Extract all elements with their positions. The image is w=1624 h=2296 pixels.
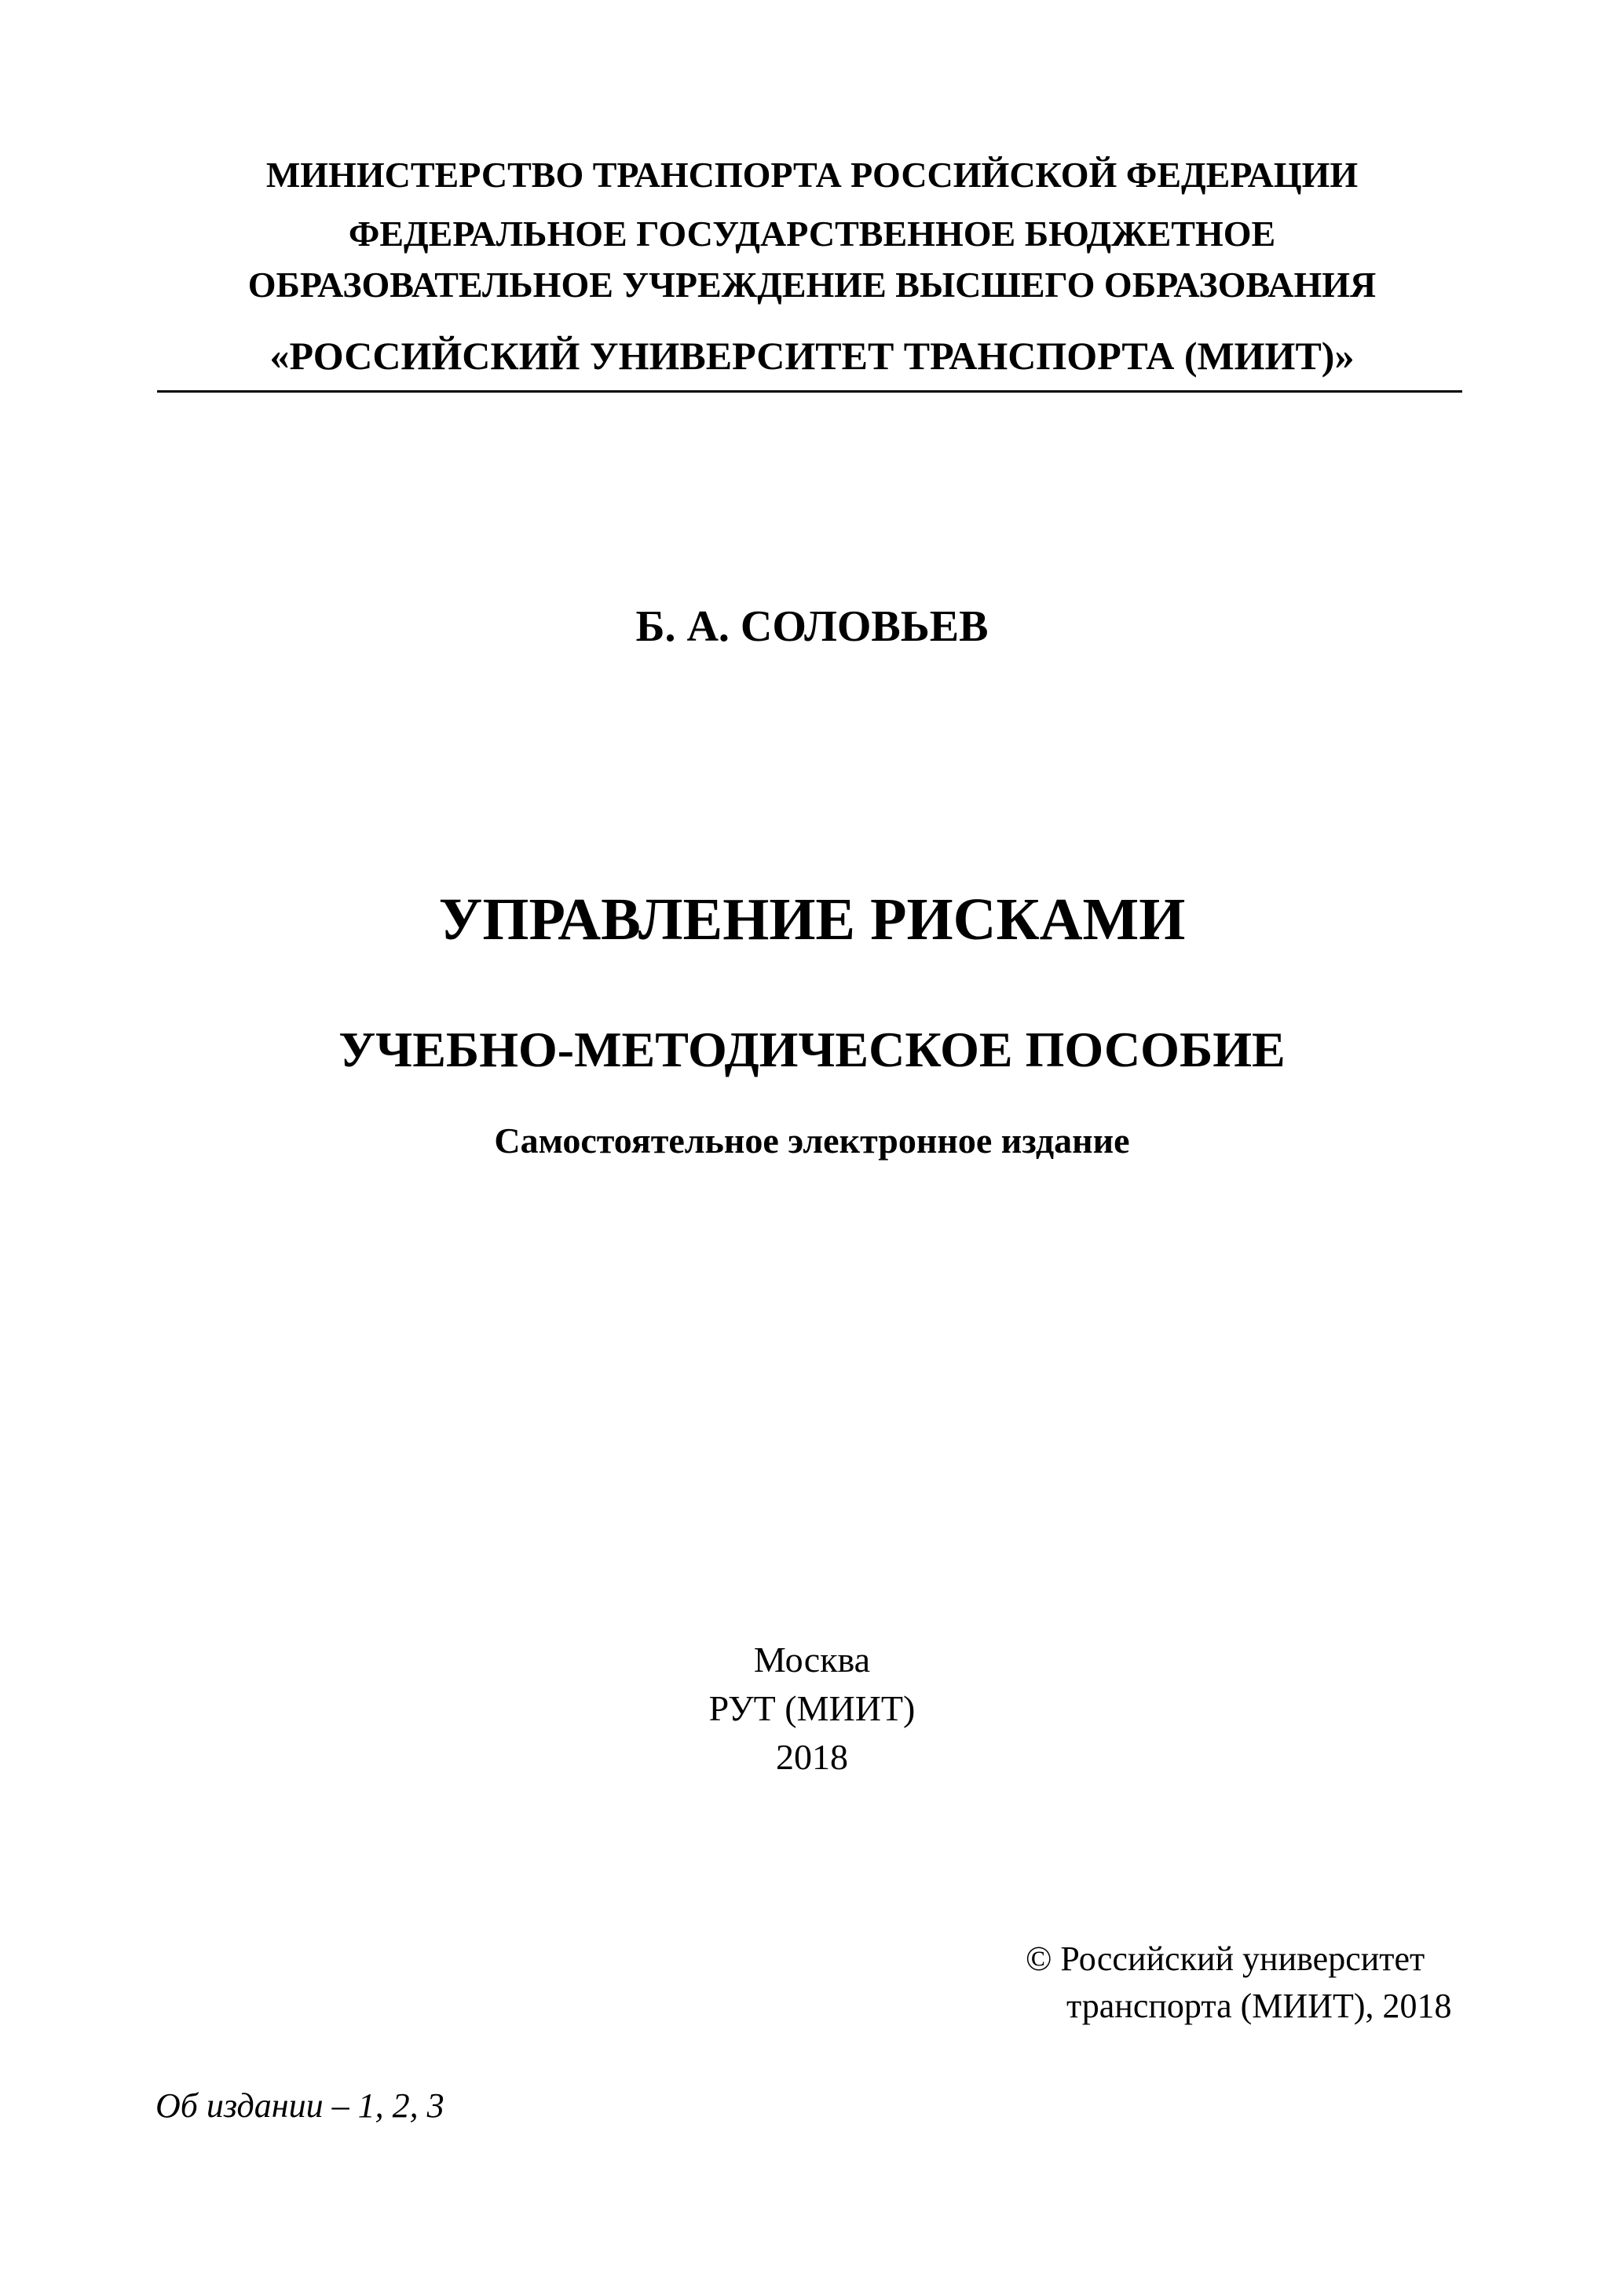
ministry-line: МИНИСТЕРСТВО ТРАНСПОРТА РОССИЙСКОЙ ФЕДЕРАЦИИ [265,155,1359,195]
imprint-block [0,1636,1624,1782]
institution-line-1: ФЕДЕРАЛЬНОЕ ГОСУДАРСТВЕННОЕ БЮДЖЕТНОЕ [348,214,1276,254]
header-divider [157,390,1462,393]
copyright-line-2: транспорта (МИИТ), 2018 [1066,1987,1452,2025]
document-subtitle: УЧЕБНО-МЕТОДИЧЕСКОЕ ПОСОБИЕ [338,1022,1286,1077]
imprint-year: 2018 [776,1737,848,1777]
institution-line-2: ОБРАЗОВАТЕЛЬНОЕ УЧРЕЖДЕНИЕ ВЫСШЕГО ОБРАЗОВАНИЯ [247,265,1377,305]
copyright-block [1026,1936,1452,2030]
author-name: Б. А. СОЛОВЬЕВ [635,602,989,651]
imprint-publisher: РУТ (МИИТ) [708,1688,916,1728]
about-edition-link[interactable]: Об издании – 1, 2, 3 [155,2086,444,2125]
imprint-city: Москва [753,1640,871,1680]
copyright-line-1: © Российский университет [1026,1940,1425,1978]
edition-note: Самостоятельное электронное издание [494,1121,1130,1161]
document-title: УПРАВЛЕНИЕ РИСКАМИ [438,887,1186,952]
university-name: «РОССИЙСКИЙ УНИВЕРСИТЕТ ТРАНСПОРТА (МИИТ)» [269,334,1355,378]
